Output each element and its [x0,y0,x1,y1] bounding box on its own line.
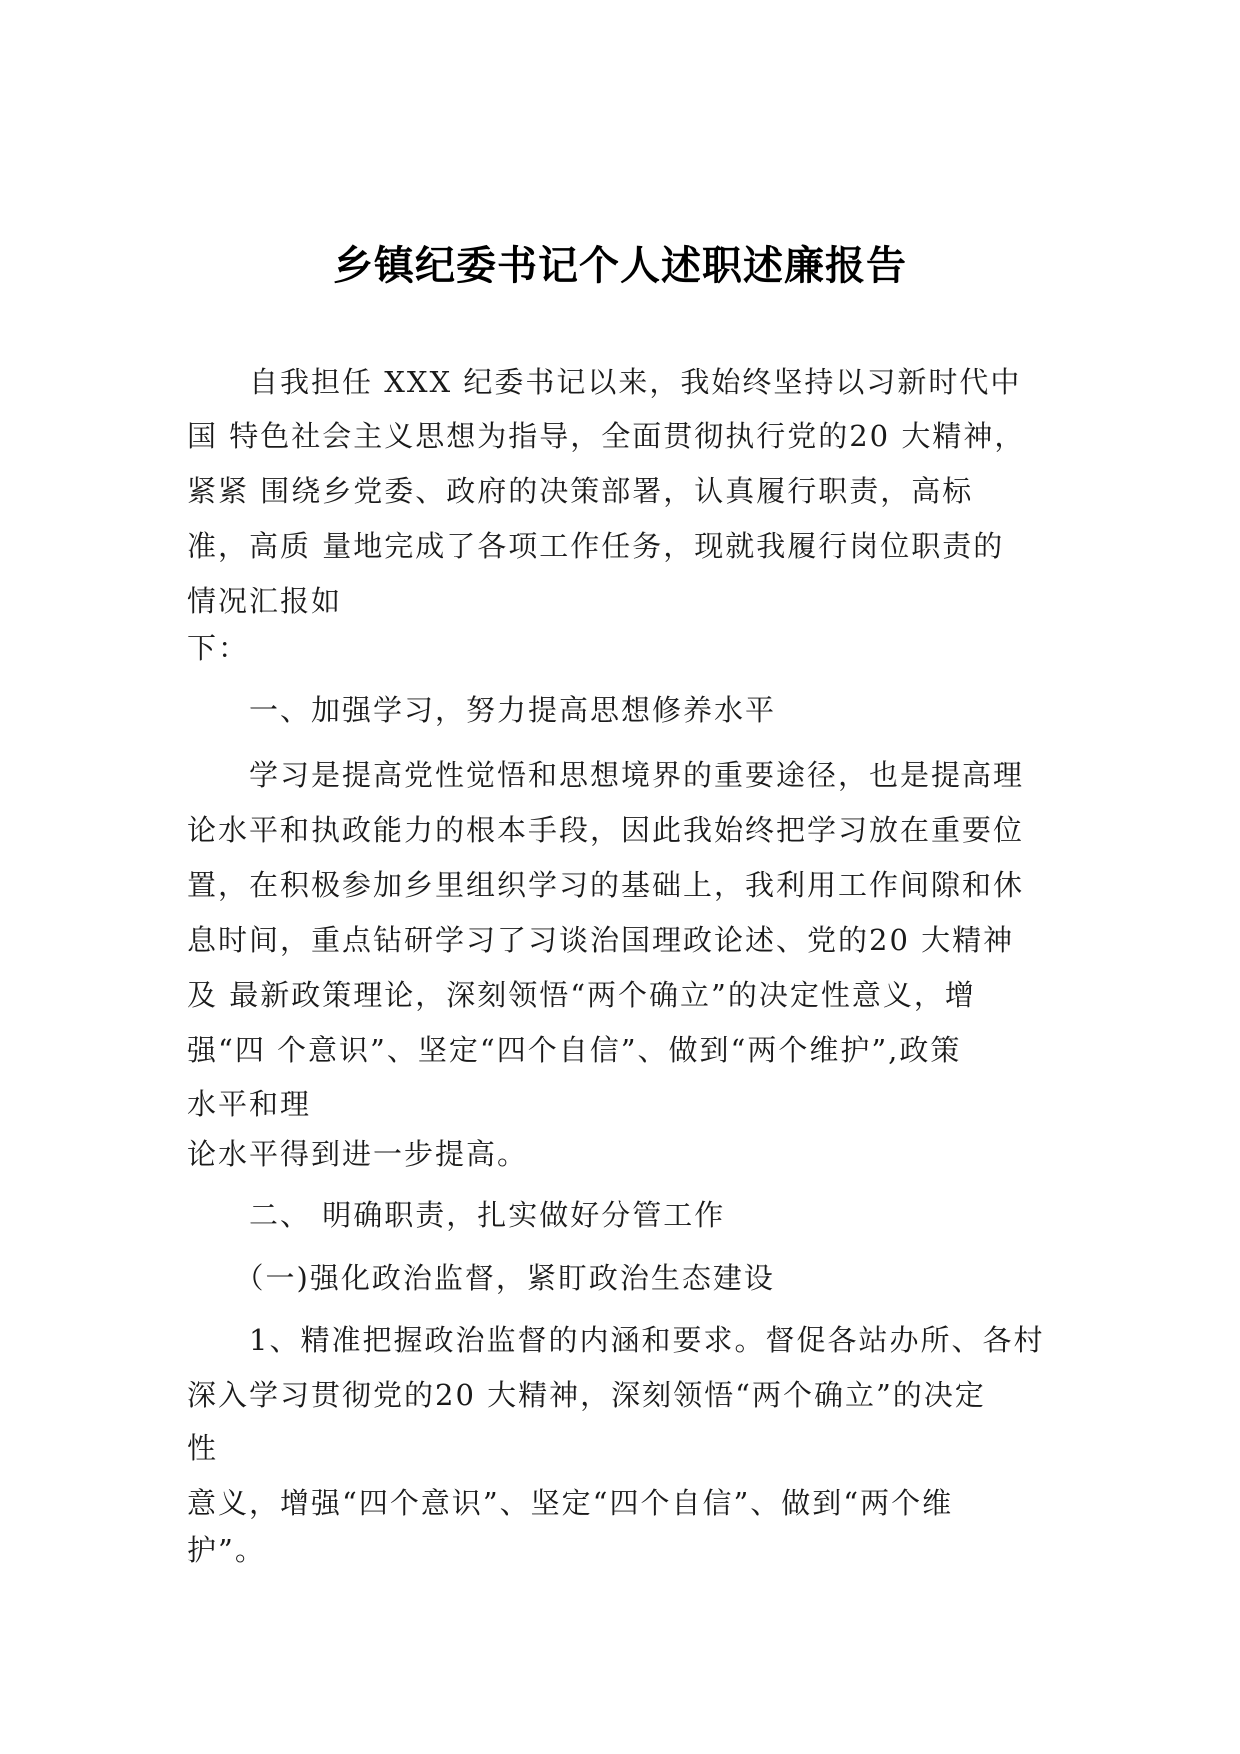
body-line: 国 特色社会主义思想为指导，全面贯彻执行党的20 大精神， [187,419,1026,453]
body-line: 准，高质 量地完成了各项工作任务，现就我履行岗位职责的 [187,529,1005,563]
body-line: 论水平和执政能力的根本手段，因此我始终把学习放在重要位 [187,813,1025,847]
body-line: 性 [187,1431,219,1465]
body-line: 水平和理 [187,1087,312,1121]
body-line: 护”。 [187,1533,266,1567]
body-line: 下： [187,631,250,665]
body-line: 深入学习贯彻党的20 大精神，深刻领悟“两个确立”的决定 [187,1378,986,1412]
body-line: 意义，增强“四个意识”、坚定“四个自信”、做到“两个维 [187,1486,954,1520]
body-line: 及 最新政策理论，深刻领悟“两个确立”的决定性意义，增 [187,978,976,1012]
body-line: 论水平得到进一步提高。 [187,1137,529,1171]
body-line: 强“四 个意识”、坚定“四个自信”、做到“两个维护”,政策 [187,1033,962,1067]
section-heading: 一、加强学习，努力提高思想修养水平 [187,693,777,727]
body-line: 紧紧 围绕乡党委、政府的决策部署，认真履行职责，高标 [187,474,974,508]
body-line: 1、精准把握政治监督的内涵和要求。督促各站办所、各村 [187,1323,1045,1357]
section-heading: 二、 明确职责，扎实做好分管工作 [187,1198,726,1232]
body-line: 自我担任 XXX 纪委书记以来，我始终坚持以习新时代中 [187,365,1022,399]
subsection-heading: （一)强化政治监督，紧盯政治生态建设 [187,1261,775,1295]
body-line: 置，在积极参加乡里组织学习的基础上，我利用工作间隙和休 [187,868,1025,902]
body-line: 息时间，重点钻研学习了习谈治国理政论述、党的20 大精神 [187,923,1015,957]
document-title: 乡镇纪委书记个人述职述廉报告 [333,243,907,289]
body-line: 情况汇报如 [187,584,343,618]
body-line: 学习是提高党性觉悟和思想境界的重要途径，也是提高理 [187,758,1025,792]
